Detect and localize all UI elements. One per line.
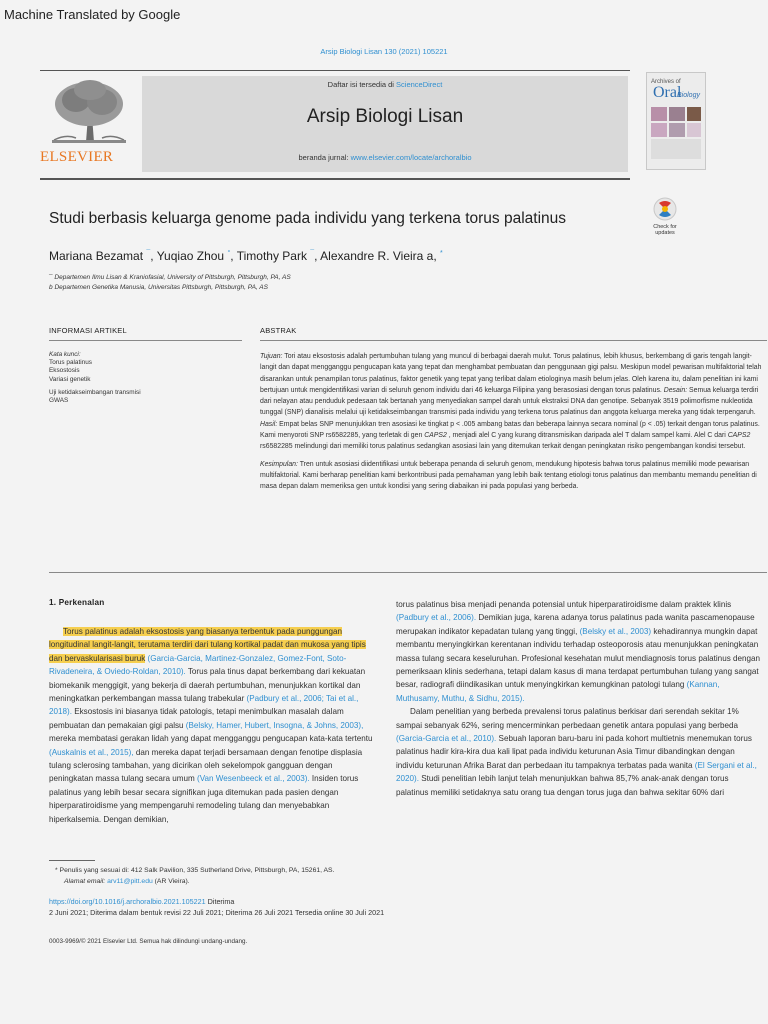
contents-line: Daftar isi tersedia di ScienceDirect (327, 80, 443, 89)
abstract-body: Tujuan: Tori atau eksostosis adalah pertumbuhan tulang yang muncul di berbagai daerah mulut. Torus palatinus, lebih khusus, berkembang di garis tengah langit-langit dan dapat mengganggu pengucapan kata yang tepat dan menghambat pembuatan dan penggunaan gigi palsu. Meskipun model pewarisan multifaktorial telah disarankan untuk penampilan torus palatinus, faktor genetik yang tepat yang terlibat dalam etiologinya masih belum jelas. Oleh karena itu, dalam penelitian ini kami bertujuan untuk mengidentifikasi varian di seluruh genom individu dari 46 keluarga Filipina yang berasosiasi dengan torus palatinus. Desain: Semua keluarga terdiri dari nelayan atau penduduk pedesaan tak bertanah yang menyediakan sampel darah untuk ekstraksi DNA dan genotipe. Sebanyak 3519 polimorfisme nukleotida tunggal (SNP) dianalisis melalui uji ketidakseimbangan transmisi pada individu yang terkena torus palatinus dan anggota keluarga mereka yang tidak terpengaruh. Hasil: Empat belas SNP menunjukkan tren asosiasi ke tingkat p < .005 ambang batas dan beberapa lainnya secara nominal (p < .05) terkait dengan torus palatinus. Kami menyoroti SNP rs6582285, yang terletak di gen CAPS2 , menjadi alel C yang kurang ditransmisikan daripada alel T dalam sampel kami. Alel C dari CAPS2 rs6582285 melindungi dari memiliki torus palatinus sedangkan asosiasi lain yang ditemukan terkait dengan peningkatan risiko pengembangan kondisi tersebut. Kesimpulan: Tren untuk asosiasi diidentifikasi untuk beberapa penanda di seluruh genom, mendukung hipotesis bahwa torus palatinus memiliki mode pewarisan multifaktorial. Kami berharap penelitian kami berkontribusi pada pemahaman yang lebih baik tentang etiologi torus palatinus dan membantu memandu penelitian di masa depan dalam memeriksa gen untuk kondisi yang sering diabaikan ini pada populasi yang berbeda. (260, 353, 762, 491)
journal-title: Arsip Biologi Lisan (306, 106, 464, 127)
highlighted-text: Torus palatinus adalah eksostosis yang biasanya terbentuk pada punggungan longitudinal langit-langit, terutama terdiri dari tulang kortikal padat dan mukosa yang tipis dan bervaskularisasi buruk (49, 627, 366, 663)
email-link[interactable]: arv11@pitt.edu (107, 877, 153, 885)
author-name[interactable]: , Timothy Park (230, 249, 307, 263)
abstract-heading: ABSTRAK (260, 326, 297, 335)
copyright-notice: 0003-9969/© 2021 Elsevier Ltd. Semua hak dilindungi undang-undang. (49, 938, 248, 945)
article-info-rule (49, 340, 242, 341)
machine-translated-banner: Machine Translated by Google (4, 7, 181, 22)
sciencedirect-link[interactable]: ScienceDirect (396, 80, 443, 89)
corresponding-author-note: * Penulis yang sesuai di: 412 Salk Pavilion, 335 Sutherland Drive, Pittsburgh, PA, 15261, AS. Alamat email: arv11@pitt.edu (AR Vieira). (55, 867, 335, 885)
article-info-heading: INFORMASI ARTIKEL (49, 326, 127, 335)
affiliation-b: b Departemen Genetika Manusia, Universitas Pittsburgh, Pittsburgh, PA, AS (49, 284, 268, 291)
keywords-label: Kata kunci: (49, 351, 81, 358)
keyword: Variasi genetik (49, 375, 91, 383)
keyword: Eksostosis (49, 367, 80, 375)
abstract-rule (260, 340, 767, 341)
homepage-link[interactable]: www.elsevier.com/locate/archoralbio (350, 153, 472, 162)
keyword: GWAS (49, 397, 69, 405)
cover-title: Oral (653, 84, 682, 101)
journal-cover-image: Archives of Oral Biology (646, 72, 706, 170)
publisher-name: ELSEVIER (40, 149, 114, 165)
author-name[interactable]: , Yuqiao Zhou (150, 249, 225, 263)
journal-homepage: beranda jurnal: www.elsevier.com/locate/archoralbio (298, 153, 472, 162)
introduction-heading: 1. Perkenalan (49, 598, 105, 607)
doi-and-dates: https://doi.org/10.1016/j.archoralbio.2021.105221 Diterima 2 Juni 2021; Diterima dalam bentuk revisi 22 Juli 2021; Diterima 26 Juli 2021 Tersedia online 30 Juli 2021 (49, 897, 385, 917)
paper-title: Studi berbasis keluarga genome pada individu yang terkena torus palatinus (49, 210, 567, 227)
keyword: Torus palatinus (49, 359, 92, 367)
abstract-end-rule (49, 572, 767, 573)
footnote-rule (49, 860, 95, 861)
author-list: Mariana Bezamat ¯, Yuqiao Zhou °, Timothy Park ¯, Alexandre R. Vieira a, * (49, 249, 443, 263)
doi-link[interactable]: https://doi.org/10.1016/j.archoralbio.2021.105221 (49, 897, 206, 906)
journal-reference[interactable]: Arsip Biologi Lisan 130 (2021) 105221 (320, 47, 448, 56)
author-name[interactable]: , Alexandre R. Vieira a, (314, 249, 437, 263)
keywords-block (49, 351, 244, 405)
check-for-updates-icon[interactable] (648, 196, 682, 236)
svg-text:updates: updates (655, 230, 675, 236)
header-rule-bottom (40, 178, 630, 180)
intro-left-column: Torus palatinus adalah eksostosis yang biasanya terbentuk pada punggungan longitudinal langit-langit, terutama terdiri dari tulang kortikal padat dan mukosa yang tipis dan bervaskularisasi buruk (Garcia-Garcia, Martinez-Gonzalez, Gomez-Font, Soto-Rivadeneira, & Oviedo-Roldan, 2010). Torus pala tinus dapat berkembang dari kekuatan biomekanik menggigit, yang bekerja di daerah pertumbuhan, menunjukkan kortikal dan meningkatkan perkembangan massa tulang trabekular (Padbury et al., 2006; Tai et al., 2018). Eksostosis ini biasanya tidak patologis, tetapi menimbulkan masalah dalam pembuatan dan pemakaian gigi palsu (Belsky, Hamer, Hubert, Insogna, & Johns, 2003), mereka membatasi gerakan lidah yang dapat mengganggu pengucapan kata-kata tertentu (Auskalnis et al., 2015), dan mereka dapat terjadi bersamaan dengan fenotipe displasia tulang sclerosing tambahan, yang dicirikan oleh sekelompok gangguan dengan peningkatan massa tulang secara umum (Van Wesenbeeck et al., 2003). Insiden torus palatinus yang lebih besar secara signifikan juga ditemukan pada pasien dengan hiperparatiroidisme yang mempengaruhi remodeling tulang dan menyebabkan hiperkalsemia. Dengan demikian, (49, 627, 373, 824)
intro-right-column: torus palatinus bisa menjadi penanda potensial untuk hiperparatiroidisme dalam praktek klinis (Padbury et al., 2006). Demikian juga, karena adanya torus palatinus pada wanita pascamenopause merupakan indikator kepadatan tulang yang tinggi, (Belsky et al., 2003) kehadirannya mungkin dapat membantu menyingkirkan kerentanan individu terhadap osteoporosis atau menunjukkan peningkatan massa tulang secara keseluruhan. Profesional kesehatan mulut mendiagnosis torus palatinus dengan pemeriksaan klinis sederhana, tetapi dalam kasus di mana terdapat pertumbuhan tulang yang sangat besar, radiografi diindikasikan untuk menyingkirkan kemungkinan patologi tulang (Kannan, Muthusamy, Muthu, & Sidhu, 2015). Dalam penelitian yang berbeda prevalensi torus palatinus berkisar dari serendah sekitar 1% sampai sebanyak 62%, sering mencerminkan perbedaan genetik antara populasi yang berbeda (Garcia-Garcia et al., 2010). Sebuah laporan baru-baru ini pada kohort multietnis menemukan torus palatinus hadir kira-kira dua kali lipat pada individu keturunan Asia Timur dibandingkan dengan individu keturunan Afrika Barat dan perbedaan itu tampaknya terbatas pada wanita (El Sergani et al., 2020). Studi penelitian lebih lanjut telah menunjukkan bahwa 85,7% anak-anak dengan torus palatinus memiliki setidaknya satu orang tua dengan torus juga dan bahwa sekitar 60% dari (396, 600, 760, 797)
affiliation-a: ¯ Departemen Ilmu Lisan & Kraniofasial, University of Pittsburgh, Pittsburgh, PA, AS (49, 274, 291, 281)
keyword: Uji ketidakseimbangan transmisi (49, 388, 141, 396)
svg-text:Check for: Check for (653, 224, 677, 230)
author-name[interactable]: Mariana Bezamat (49, 249, 144, 263)
header-rule-top (40, 70, 630, 71)
